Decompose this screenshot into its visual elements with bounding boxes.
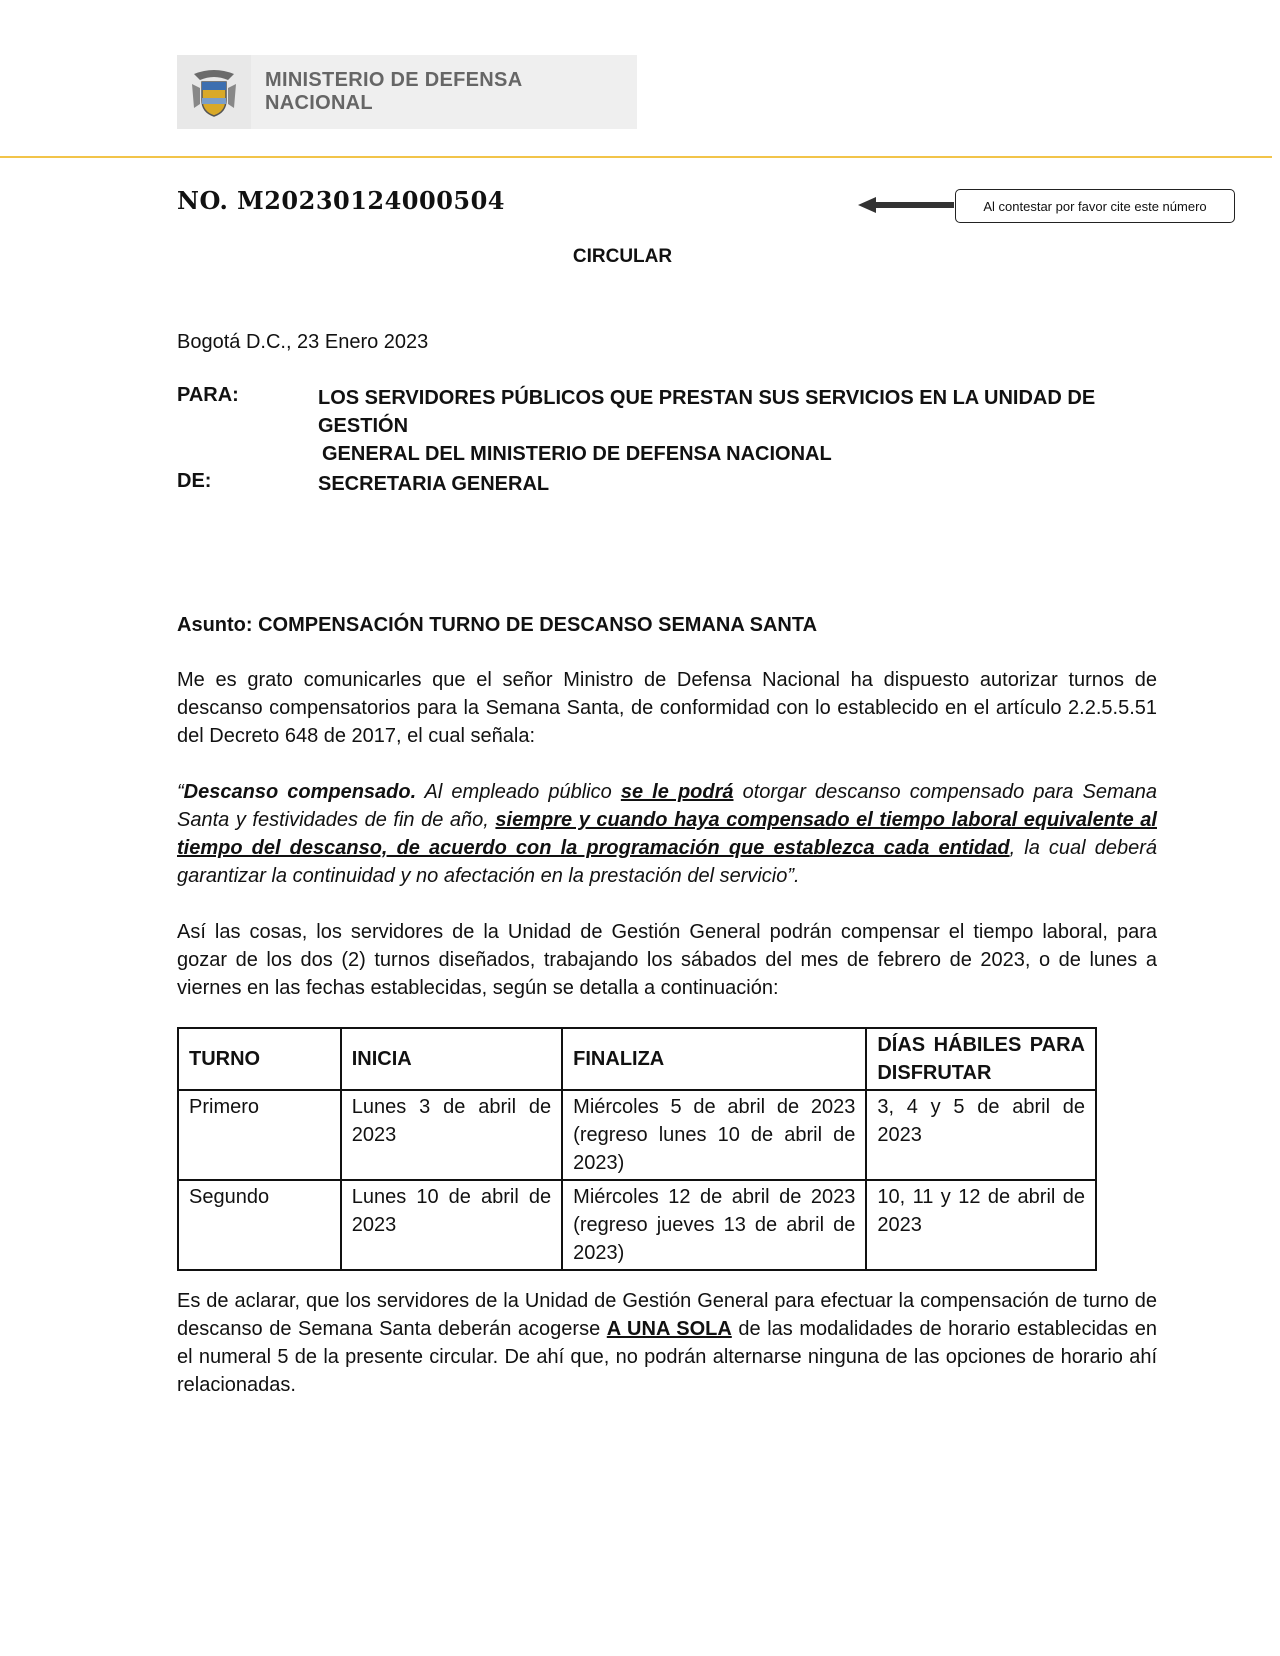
coat-of-arms-icon	[177, 55, 251, 129]
paragraph-intro: Me es grato comunicarles que el señor Ministro de Defensa Nacional ha dispuesto autorizar turnos de descanso compensatorios para la Semana Santa, de conformidad con lo establecido en el artículo 2.2.5.5.51 del Decreto 648 de 2017, el cual señala:	[177, 669, 1157, 747]
paragraph-schedule-intro: Así las cosas, los servidores de la Unidad de Gestión General podrán compensar el tiempo laboral, para gozar de los dos (2) turnos diseñados, trabajando los sábados del mes de febrero de 2023, o de lunes a viernes en las fechas establecidas, según se detalla a continuación:	[177, 921, 1157, 999]
quote-part-3: , la cual deberá garantizar la continuidad y no afectación en la prestación del servicio	[177, 837, 1157, 887]
cell-finaliza: Miércoles 5 de abril de 2023 (regreso lunes 10 de abril de 2023)	[562, 1090, 866, 1180]
header-turno: TURNO	[178, 1028, 341, 1090]
paragraph-clarification	[177, 1287, 1157, 1399]
header-dias-habiles: DÍAS HÁBILES PARA DISFRUTAR	[866, 1028, 1096, 1090]
document-date: Bogotá D.C., 23 Enero 2023	[177, 331, 429, 353]
cell-finaliza: Miércoles 12 de abril de 2023 (regreso jueves 13 de abril de 2023)	[562, 1180, 866, 1270]
header-finaliza: FINALIZA	[562, 1028, 866, 1090]
from-value: SECRETARIA GENERAL	[318, 473, 550, 495]
decree-quote	[177, 778, 1157, 890]
schedule-table	[177, 1027, 1097, 1271]
to-label: PARA:	[177, 384, 239, 406]
ministry-name	[265, 69, 522, 115]
quote-underline-2: siempre y cuando haya compensado el tiempo laboral equivalente al tiempo del descanso, de acuerdo con la programación que establezca cada entidad	[177, 809, 1157, 859]
cell-dias: 3, 4 y 5 de abril de 2023	[866, 1090, 1096, 1180]
quote-open: “	[177, 781, 184, 803]
ministry-line-1: MINISTERIO DE DEFENSA	[265, 69, 523, 91]
ministry-line-2: NACIONAL	[265, 92, 373, 114]
quote-part-2: otorgar descanso compensado para Semana Santa y festividades de fin de año,	[177, 781, 1157, 831]
quote-underline-1: se le podrá	[620, 781, 734, 803]
arrow-left-icon	[858, 196, 954, 214]
table-row	[178, 1090, 1096, 1180]
subject: Asunto: COMPENSACIÓN TURNO DE DESCANSO SEMANA SANTA	[177, 614, 818, 636]
cell-inicia: Lunes 10 de abril de 2023	[341, 1180, 562, 1270]
cell-dias: 10, 11 y 12 de abril de 2023	[866, 1180, 1096, 1270]
quote-close: ”.	[787, 865, 800, 887]
document-type: CIRCULAR	[572, 246, 673, 267]
letterhead	[177, 55, 637, 129]
to-line-2: GENERAL DEL MINISTERIO DE DEFENSA NACIONAL	[322, 443, 832, 465]
table-row	[178, 1180, 1096, 1270]
cell-turno: Segundo	[178, 1180, 341, 1270]
header-inicia: INICIA	[341, 1028, 562, 1090]
document-number: NO. M20230124000504	[177, 186, 506, 215]
from-label: DE:	[177, 470, 212, 492]
table-header-row	[178, 1028, 1096, 1090]
header-divider	[0, 156, 1272, 158]
clarification-part-1: Es de aclarar, que los servidores de la Unidad de Gestión General para efectuar la compensación de turno de descanso de Semana Santa deberán acogerse	[177, 1290, 1157, 1340]
clarification-underline: A UNA SOLA	[606, 1318, 732, 1340]
cell-turno: Primero	[178, 1090, 341, 1180]
quote-title: Descanso compensado.	[183, 781, 417, 803]
cell-inicia: Lunes 3 de abril de 2023	[341, 1090, 562, 1180]
to-recipients	[318, 384, 1158, 468]
to-line-1: LOS SERVIDORES PÚBLICOS QUE PRESTAN SUS SERVICIOS EN LA UNIDAD DE GESTIÓN	[318, 387, 1096, 437]
clarification-part-2: de las modalidades de horario establecidas en el numeral 5 de la presente circular. De ahí que, no podrán alternarse ninguna de las opciones de horario ahí relacionadas.	[177, 1318, 1158, 1396]
cite-note: Al contestar por favor cite este número	[955, 189, 1235, 223]
quote-part-1: Al empleado público	[416, 781, 621, 803]
